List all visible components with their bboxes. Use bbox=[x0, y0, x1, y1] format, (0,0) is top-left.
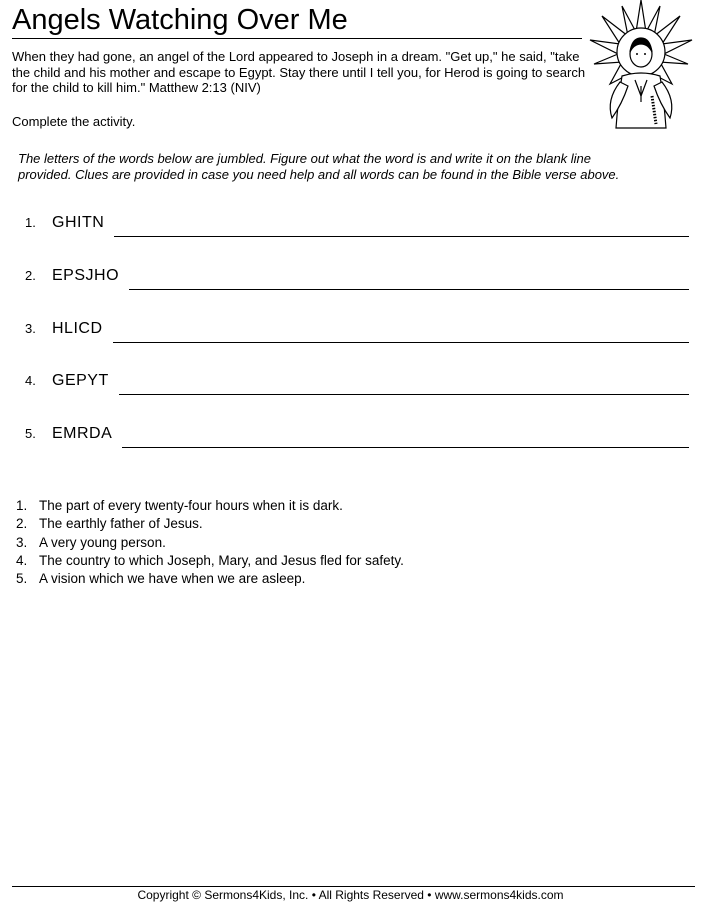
page-title: Angels Watching Over Me bbox=[12, 3, 582, 39]
jumbled-word: GHITN bbox=[52, 214, 105, 231]
answer-line-4[interactable] bbox=[119, 372, 689, 395]
clue-text: A very young person. bbox=[39, 534, 166, 550]
jumbled-word: GEPYT bbox=[52, 372, 109, 389]
clue-item bbox=[16, 534, 404, 552]
puzzle-number: 5. bbox=[25, 426, 36, 441]
puzzle-number: 4. bbox=[25, 373, 36, 388]
jumbled-word: EPSJHO bbox=[52, 267, 120, 284]
puzzle-row bbox=[25, 211, 689, 237]
puzzle-row bbox=[25, 422, 689, 448]
instruction-text: Complete the activity. bbox=[12, 114, 136, 129]
puzzle-row bbox=[25, 317, 689, 343]
clue-text: The part of every twenty-four hours when it is dark. bbox=[39, 498, 343, 513]
bible-verse: When they had gone, an angel of the Lord appeared to Joseph in a dream. "Get up," he said, "take the child and his mother and escape to Egypt. Stay there until I tell you, for Herod is going to search for the child to kill him." Matthew 2:13 (NIV) bbox=[12, 49, 586, 95]
clue-text: The country to which Joseph, Mary, and Jesus fled for safety. bbox=[39, 552, 404, 568]
jumbled-word: HLICD bbox=[52, 320, 103, 337]
answer-line-3[interactable] bbox=[113, 320, 689, 343]
puzzle-number: 2. bbox=[25, 268, 36, 283]
clue-number: 3. bbox=[16, 534, 28, 550]
jumbled-word: EMRDA bbox=[52, 425, 113, 442]
answer-line-2[interactable] bbox=[129, 267, 689, 290]
directions-text: The letters of the words below are jumbled. Figure out what the word is and write it on the blank line provided. Clues are provided in case you need help and all words can be found in the Bible verse above. bbox=[18, 151, 620, 182]
puzzle-number: 3. bbox=[25, 321, 36, 336]
clue-number: 2. bbox=[16, 516, 28, 532]
angel-icon bbox=[588, 0, 694, 134]
clue-list bbox=[16, 497, 404, 588]
clue-item bbox=[16, 570, 404, 588]
clue-number: 4. bbox=[16, 552, 28, 568]
answer-line-5[interactable] bbox=[122, 425, 689, 448]
puzzle-row bbox=[25, 369, 689, 395]
clue-item bbox=[16, 552, 404, 570]
clue-text: A vision which we have when we are asleep. bbox=[39, 571, 306, 587]
puzzle-number: 1. bbox=[25, 215, 36, 230]
clue-item bbox=[16, 497, 404, 515]
puzzle-row bbox=[25, 264, 689, 290]
clue-item bbox=[16, 515, 404, 533]
copyright-footer: Copyright © Sermons4Kids, Inc. • All Rights Reserved • www.sermons4kids.com bbox=[137, 888, 564, 902]
clue-number: 5. bbox=[16, 571, 28, 587]
clue-number: 1. bbox=[16, 498, 28, 513]
clue-text: The earthly father of Jesus. bbox=[39, 516, 203, 532]
footer-divider bbox=[12, 886, 695, 887]
answer-line-1[interactable] bbox=[114, 214, 689, 237]
